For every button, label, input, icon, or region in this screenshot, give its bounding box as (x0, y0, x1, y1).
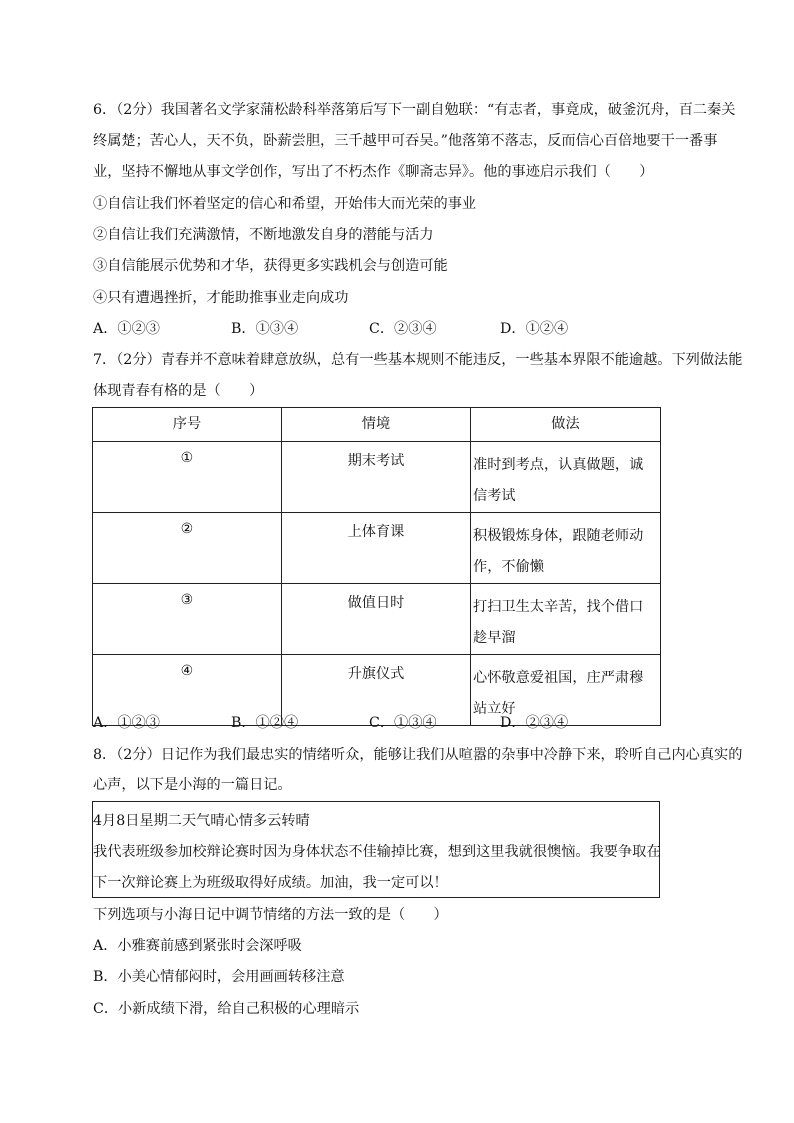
q7-header-number: 序号 (93, 408, 282, 442)
q8-diary-line-2: 我代表班级参加校辩论赛时因为身体状态不佳输掉比赛，想到这里我就很懊恼。我要争取在 (93, 844, 661, 860)
q6-stem-line-1: 6．（2分）我国著名文学家蒲松龄科举落第后写下一副自勉联：“有志者，事竟成，破釜沉舟，百二秦关 (93, 102, 736, 118)
q7-row-number: ② (93, 513, 282, 584)
q6-answer-c[interactable]: C．②③④ (369, 321, 437, 337)
q8-diary-heading: 4月8日星期二天气晴心情多云转晴 (93, 813, 310, 829)
q7-stem-line-2: 体现青春有格的是（ ） (93, 383, 264, 399)
q6-statement-4: ④只有遭遇挫折，才能助推事业走向成功 (93, 290, 349, 306)
q7-row-situation: 上体育课 (282, 513, 471, 584)
q8-option-c[interactable]: C．小新成绩下滑，给自己积极的心理暗示 (93, 1001, 360, 1017)
q6-answer-b[interactable]: B．①③④ (231, 321, 299, 337)
q8-diary-box (92, 801, 660, 898)
q6-statement-3: ③自信能展示优势和才华，获得更多实践机会与创造可能 (93, 258, 448, 274)
q6-answer-row (93, 319, 653, 339)
q7-row-action: 心怀敬意爱祖国，庄严肃穆站立好 (471, 655, 661, 726)
q7-answer-b[interactable]: B．①②④ (231, 715, 299, 731)
q7-row-action: 打扫卫生太辛苦，找个借口趁早溜 (471, 584, 661, 655)
q7-answer-row (93, 713, 653, 733)
q7-answer-d[interactable]: D．②③④ (500, 715, 569, 731)
q7-row-situation: 期末考试 (282, 442, 471, 513)
q8-question: 下列选项与小海日记中调节情绪的方法一致的是（ ） (93, 907, 448, 923)
q7-row-action: 积极锻炼身体，跟随老师动作，不偷懒 (471, 513, 661, 584)
q7-table (92, 407, 661, 726)
q8-diary-line-3: 下一次辩论赛上为班级取得好成绩。加油，我一定可以！ (93, 875, 448, 891)
q7-row-situation: 升旗仪式 (282, 655, 471, 726)
q8-stem-line-1: 8．（2分）日记作为我们最忠实的情绪听众，能够让我们从喧嚣的杂事中冷静下来，聆听自己内心真实的 (93, 747, 743, 763)
q8-stem-line-2: 心声，以下是小海的一篇日记。 (93, 777, 292, 793)
q7-header-situation: 情境 (282, 408, 471, 442)
q7-row-action: 准时到考点，认真做题，诚信考试 (471, 442, 661, 513)
q6-statement-1: ①自信让我们怀着坚定的信心和希望，开始伟大而光荣的事业 (93, 196, 477, 212)
q8-option-a[interactable]: A．小雅赛前感到紧张时会深呼吸 (93, 938, 302, 954)
q7-row-situation: 做值日时 (282, 584, 471, 655)
q7-header-action: 做法 (471, 408, 661, 442)
q6-statement-2: ②自信让我们充满激情，不断地激发自身的潜能与活力 (93, 227, 434, 243)
table-row (93, 442, 661, 513)
table-row (93, 584, 661, 655)
q7-row-number: ④ (93, 655, 282, 726)
q8-option-b[interactable]: B．小美心情郁闷时，会用画画转移注意 (93, 969, 345, 985)
q7-answer-c[interactable]: C．①③④ (369, 715, 437, 731)
q7-row-number: ① (93, 442, 282, 513)
q6-stem-line-3: 业，坚持不懈地从事文学创作，写出了不朽杰作《聊斋志异》。他的事迹启示我们（ ） (93, 164, 654, 180)
q7-table-header (93, 408, 661, 442)
q6-answer-d[interactable]: D．①②④ (500, 321, 569, 337)
table-row (93, 513, 661, 584)
q7-row-number: ③ (93, 584, 282, 655)
q7-stem-line-1: 7．（2分）青春并不意味着肆意放纵，总有一些基本规则不能违反，一些基本界限不能逾越。下列做法能 (93, 352, 743, 368)
q7-answer-a[interactable]: A．①②③ (93, 715, 160, 731)
q6-answer-a[interactable]: A．①②③ (93, 321, 160, 337)
q6-stem-line-2: 终属楚；苦心人，天不负，卧薪尝胆，三千越甲可吞吴。”他落第不落志，反而信心百倍地要干一番事 (93, 133, 718, 149)
